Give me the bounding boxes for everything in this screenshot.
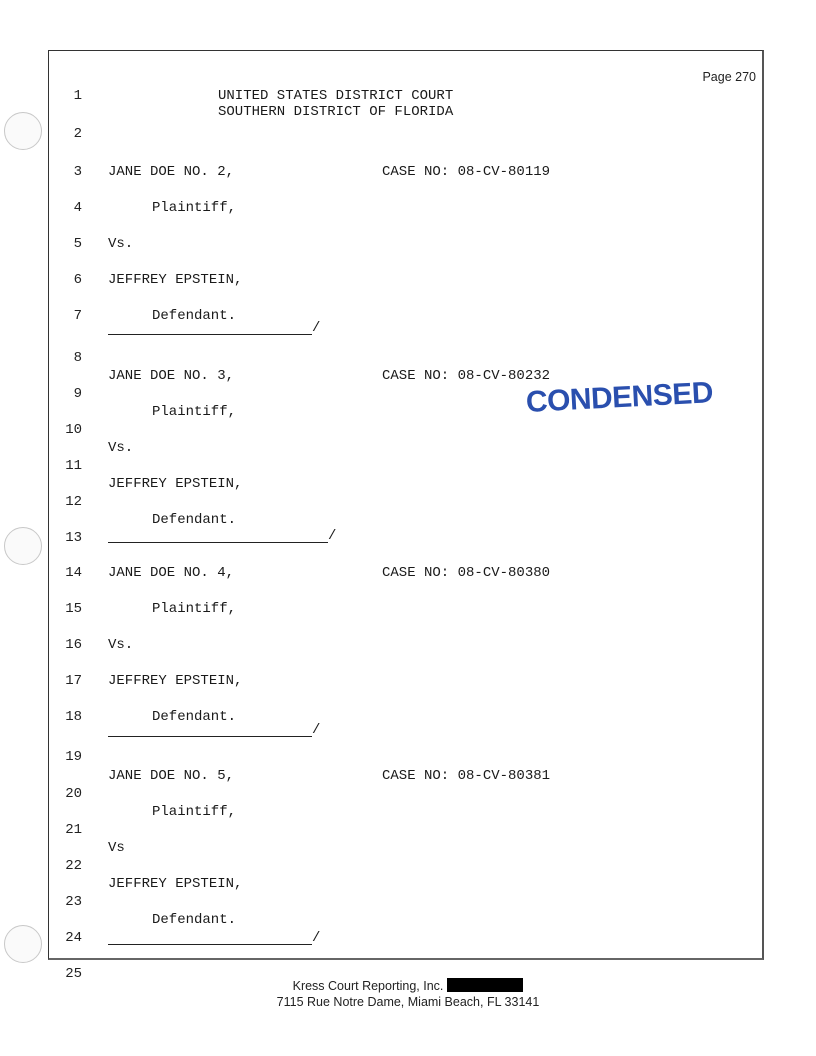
court-name: UNITED STATES DISTRICT COURT [218, 88, 454, 104]
rule-slash: / [328, 528, 337, 544]
defendant-name: JEFFREY EPSTEIN, [108, 476, 243, 492]
defendant-role: Defendant. [152, 912, 237, 928]
versus: Vs. [108, 236, 134, 252]
line-number: 5 [73, 236, 82, 252]
court-district: SOUTHERN DISTRICT OF FLORIDA [218, 104, 454, 120]
line-number: 18 [65, 709, 82, 725]
line-number: 2 [73, 126, 82, 142]
case-number: CASE NO: 08-CV-80232 [382, 368, 551, 384]
redaction-box [447, 978, 523, 992]
signature-rule [108, 542, 328, 543]
rule-slash: / [312, 722, 321, 738]
line-number: 21 [65, 822, 82, 838]
defendant-name: JEFFREY EPSTEIN, [108, 673, 243, 689]
plaintiff-name: JANE DOE NO. 5, [108, 768, 235, 784]
line-number: 24 [65, 930, 82, 946]
case-number: CASE NO: 08-CV-80119 [382, 164, 551, 180]
line-number: 10 [65, 422, 82, 438]
line-number: 14 [65, 565, 82, 581]
line-number: 22 [65, 858, 82, 874]
rule-slash: / [312, 320, 321, 336]
line-number: 15 [65, 601, 82, 617]
transcript-page-frame [48, 50, 764, 960]
defendant-role: Defendant. [152, 308, 237, 324]
plaintiff-role: Plaintiff, [152, 200, 237, 216]
plaintiff-name: JANE DOE NO. 4, [108, 565, 235, 581]
line-number: 25 [65, 966, 82, 982]
plaintiff-role: Plaintiff, [152, 804, 237, 820]
line-number: 7 [73, 308, 82, 324]
versus: Vs. [108, 637, 134, 653]
plaintiff-role: Plaintiff, [152, 404, 237, 420]
plaintiff-name: JANE DOE NO. 2, [108, 164, 235, 180]
line-number: 16 [65, 637, 82, 653]
line-number: 13 [65, 530, 82, 546]
defendant-role: Defendant. [152, 709, 237, 725]
line-number: 23 [65, 894, 82, 910]
versus: Vs. [108, 440, 134, 456]
line-number: 19 [65, 749, 82, 765]
signature-rule [108, 944, 312, 945]
line-number: 12 [65, 494, 82, 510]
versus: Vs [108, 840, 125, 856]
plaintiff-name: JANE DOE NO. 3, [108, 368, 235, 384]
line-number: 1 [73, 88, 82, 104]
signature-rule [108, 736, 312, 737]
line-number: 8 [73, 350, 82, 366]
punch-hole [4, 925, 42, 963]
defendant-name: JEFFREY EPSTEIN, [108, 272, 243, 288]
rule-slash: / [312, 930, 321, 946]
plaintiff-role: Plaintiff, [152, 601, 237, 617]
case-number: CASE NO: 08-CV-80380 [382, 565, 551, 581]
condensed-stamp: CONDENSED [525, 376, 714, 419]
punch-hole [4, 527, 42, 565]
page-number: Page 270 [702, 70, 756, 84]
line-number: 6 [73, 272, 82, 288]
case-number: CASE NO: 08-CV-80381 [382, 768, 551, 784]
footer-address: 7115 Rue Notre Dame, Miami Beach, FL 33141 [276, 995, 540, 1009]
punch-hole [4, 112, 42, 150]
defendant-name: JEFFREY EPSTEIN, [108, 876, 243, 892]
line-number: 20 [65, 786, 82, 802]
footer-reporter [0, 978, 816, 994]
line-number: 11 [65, 458, 82, 474]
line-number: 17 [65, 673, 82, 689]
line-number: 4 [73, 200, 82, 216]
line-number: 9 [73, 386, 82, 402]
reporter-name: Kress Court Reporting, Inc. [292, 979, 444, 993]
line-number: 3 [73, 164, 82, 180]
signature-rule [108, 334, 312, 335]
defendant-role: Defendant. [152, 512, 237, 528]
